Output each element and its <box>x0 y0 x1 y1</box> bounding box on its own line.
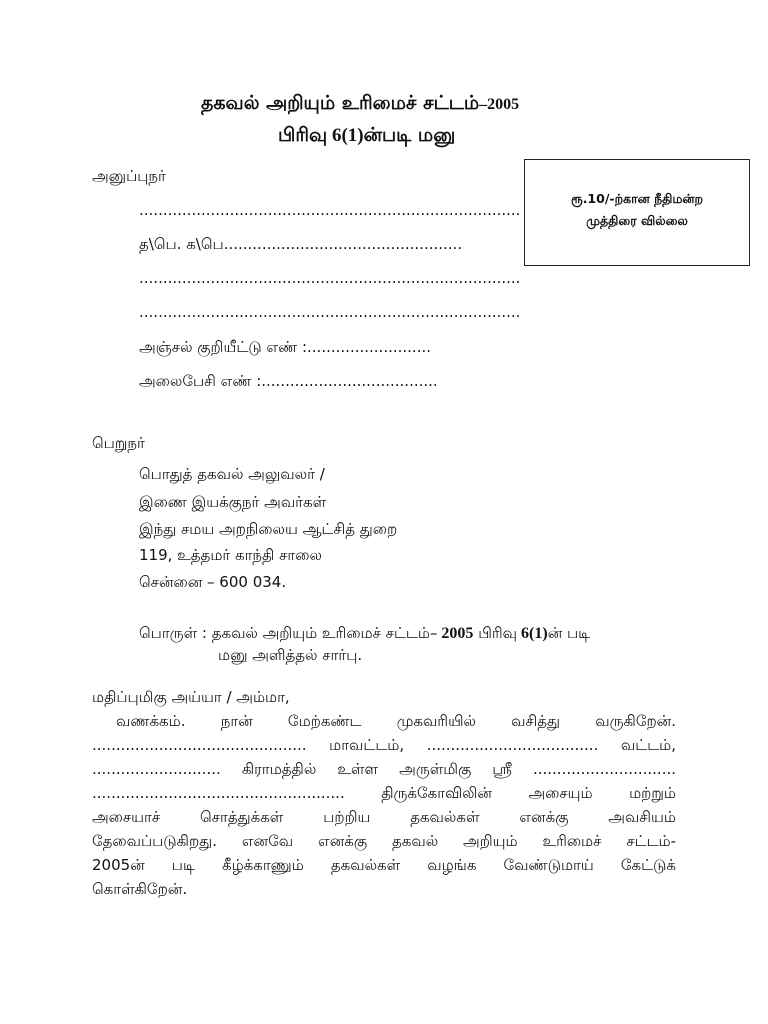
body-line-3: ........................... கிராமத்தில் உள்ள அருள்மிகு ஸ்ரீ .............................. <box>92 760 676 778</box>
recipient-line-1: பொதுத் தகவல் அலுவலர் / <box>139 465 325 483</box>
body-line-2: ............................................. மாவட்டம், .................................... வட்டம், <box>92 736 676 754</box>
subtitle-pre: பிரிவு <box>278 124 328 146</box>
stamp-line-2: முத்திரை வில்லை <box>586 213 688 228</box>
subject-line-2: மனு அளித்தல் சார்பு. <box>218 646 363 664</box>
subject-prefix: பொருள் : தகவல் அறியும் உரிமைச் சட்டம்– <box>139 624 438 642</box>
subject-mid: பிரிவு <box>473 624 518 642</box>
sender-line-4: ................................................................................ <box>139 303 521 321</box>
body-line-7: 2005ன் படி கீழ்க்காணும் தகவல்கள் வழங்க வேண்டுமாய் கேட்டுக் <box>92 856 676 874</box>
recipient-line-2: இணை இயக்குநர் அவர்கள் <box>139 493 327 511</box>
document-subtitle <box>278 124 455 149</box>
sender-line-3: ................................................................................ <box>139 269 521 287</box>
document-title <box>201 92 519 117</box>
recipient-line-5: சென்னை – 600 034. <box>139 573 287 591</box>
sender-line-2: த\பெ. க\பெ.................................................. <box>139 235 463 253</box>
subject-line-1 <box>139 624 590 644</box>
subtitle-section: 6(1) <box>327 125 364 146</box>
stamp-line-1: ரூ.10/-ற்கான நீதிமன்ற <box>570 191 704 206</box>
recipient-line-4: 119, உத்தமர் காந்தி சாலை <box>139 546 322 564</box>
title-year: –2005 <box>479 96 520 113</box>
subtitle-post: ன்படி மனு <box>363 124 456 146</box>
court-fee-stamp-box <box>524 159 750 266</box>
body-line-6: தேவைப்படுகிறது. எனவே எனக்கு தகவல் அறியும் உரிமைச் சட்டம்- <box>92 832 676 850</box>
sender-line-1: ................................................................................ <box>139 201 521 219</box>
body-line-5: அசையாச் சொத்துக்கள் பற்றிய தகவல்கள் எனக்கு அவசியம் <box>92 808 676 826</box>
subject-suffix: ன் படி <box>547 624 591 642</box>
sender-mobile: அலைபேசி எண் :..................................... <box>139 372 438 390</box>
subject-year: 2005 <box>437 625 474 642</box>
recipient-line-3: இந்து சமய அறநிலைய ஆட்சித் துறை <box>139 520 398 538</box>
salutation: மதிப்புமிகு அய்யா / அம்மா, <box>92 688 290 706</box>
sender-label: அனுப்புநர் <box>92 167 166 185</box>
title-tamil: தகவல் அறியும் உரிமைச் சட்டம் <box>201 92 480 114</box>
subject-section: 6(1) <box>517 625 548 642</box>
body-line-4: ..................................................... திருக்கோவிலின் அசையும் மற்றும் <box>92 784 676 802</box>
body-line-1: வணக்கம். நான் மேற்கண்ட முகவரியில் வசித்து வருகிறேன். <box>116 712 676 730</box>
recipient-label: பெறுநர் <box>92 434 145 452</box>
sender-pincode: அஞ்சல் குறியீட்டு எண் :.......................... <box>139 338 431 356</box>
body-line-8: கொள்கிறேன். <box>92 880 188 898</box>
